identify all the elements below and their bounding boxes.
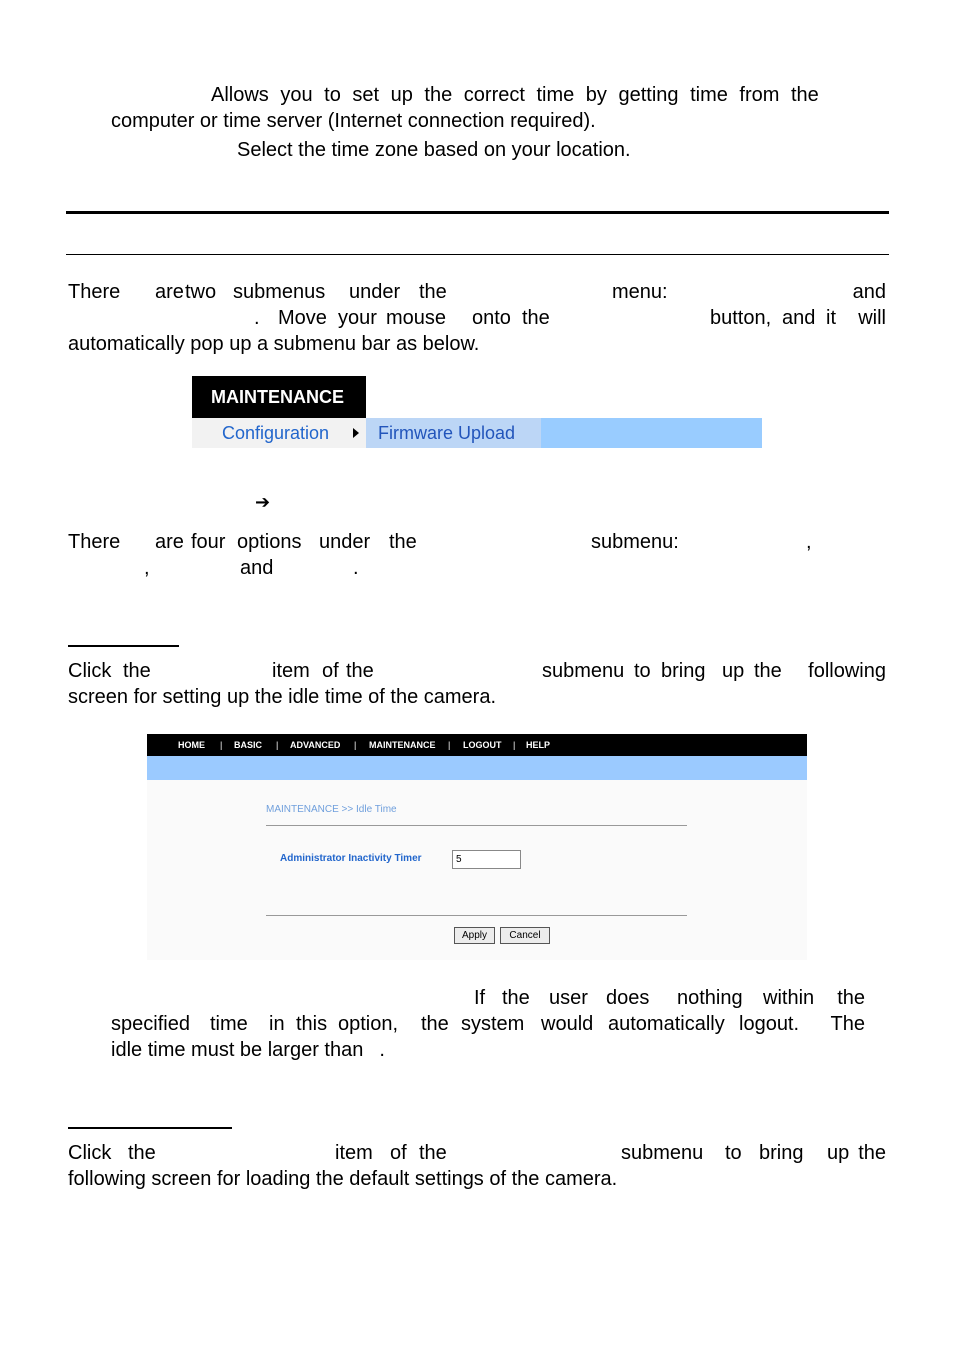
time-sync-desc-line1	[211, 82, 865, 108]
word: submenus	[233, 281, 326, 303]
nav-home[interactable]: HOME	[178, 740, 205, 750]
nav-separator: |	[220, 740, 223, 750]
word: it	[826, 307, 836, 329]
word: mouse	[386, 307, 447, 329]
word: .	[254, 307, 260, 329]
word: to	[725, 1142, 742, 1164]
word: onto	[472, 307, 511, 329]
default-settings-heading-underline	[68, 1127, 232, 1129]
word: button,	[710, 307, 772, 329]
word: option,	[338, 1013, 399, 1035]
word: automatically	[608, 1013, 725, 1035]
word: will	[858, 307, 886, 329]
word: up	[722, 660, 745, 682]
word: the	[858, 1142, 886, 1164]
word: The	[830, 1013, 865, 1035]
word: the	[389, 531, 417, 553]
word: the	[522, 307, 550, 329]
word: the	[421, 1013, 449, 1035]
word: the	[837, 987, 865, 1009]
word: within	[763, 987, 815, 1009]
intro-line3: automatically pop up a submenu bar as below.	[68, 333, 480, 355]
word: specified	[111, 1013, 190, 1035]
word: your	[338, 307, 377, 329]
word: ,	[144, 557, 150, 579]
word: are	[155, 531, 184, 553]
time-sync-desc-line2: computer or time server (Internet connection required).	[111, 110, 596, 132]
word: to	[634, 660, 651, 682]
word: time	[210, 1013, 248, 1035]
idle-desc-line3	[111, 1037, 385, 1063]
word: bring	[661, 660, 706, 682]
apply-button[interactable]: Apply	[454, 927, 495, 944]
defaults-intro-line2: following screen for loading the default settings of the camera.	[68, 1168, 618, 1190]
word: four	[191, 531, 226, 553]
word: item	[272, 660, 310, 682]
text: Allows you to set up the correct time by getting time from the	[211, 84, 819, 106]
nav-logout[interactable]: LOGOUT	[463, 740, 502, 750]
time-zone-desc: Select the time zone based on your location.	[237, 139, 631, 161]
section-rule-thin	[66, 254, 889, 255]
word: and	[240, 557, 274, 579]
arrow-right-icon: ➔	[255, 492, 271, 513]
divider	[266, 915, 687, 916]
nav-maintenance[interactable]: MAINTENANCE	[369, 740, 436, 750]
word: in	[269, 1013, 285, 1035]
submenu-bar-fill	[541, 418, 762, 448]
word: of	[390, 1142, 407, 1164]
word: options	[237, 531, 302, 553]
word: of	[322, 660, 339, 682]
word: ,	[806, 531, 812, 553]
word: item	[335, 1142, 373, 1164]
idle-time-heading-underline	[68, 645, 179, 647]
nav-help[interactable]: HELP	[526, 740, 551, 750]
top-nav	[147, 734, 807, 756]
inactivity-timer-input[interactable]	[452, 850, 521, 869]
word: There	[68, 281, 121, 303]
word: menu:	[612, 281, 668, 303]
nav-advanced[interactable]: ADVANCED	[290, 740, 341, 750]
header-band	[147, 756, 807, 780]
word: bring	[759, 1142, 804, 1164]
word: nothing	[677, 987, 743, 1009]
nav-basic[interactable]: BASIC	[234, 740, 263, 750]
word: If	[474, 987, 486, 1009]
word: Click	[68, 1142, 112, 1164]
word: up	[827, 1142, 850, 1164]
word: this	[296, 1013, 328, 1035]
word: the	[502, 987, 530, 1009]
word: user	[549, 987, 588, 1009]
nav-separator: |	[513, 740, 516, 750]
word: the	[419, 1142, 447, 1164]
word: does	[606, 987, 650, 1009]
text: idle time must be larger than	[111, 1039, 364, 1061]
breadcrumb: MAINTENANCE >> Idle Time	[266, 804, 397, 815]
word: There	[68, 531, 121, 553]
inactivity-timer-label: Administrator Inactivity Timer	[280, 853, 422, 864]
maintenance-submenu-screenshot	[192, 376, 762, 448]
word: following	[808, 660, 886, 682]
word: .	[353, 557, 359, 579]
word: and	[782, 307, 816, 329]
word: under	[349, 281, 401, 303]
word: Move	[278, 307, 327, 329]
nav-separator: |	[354, 740, 357, 750]
word: the	[346, 660, 374, 682]
period: .	[379, 1039, 385, 1061]
word: under	[319, 531, 371, 553]
divider	[266, 825, 687, 826]
section-rule-thick	[66, 211, 889, 214]
word: the	[123, 660, 151, 682]
word: system	[461, 1013, 525, 1035]
nav-separator: |	[448, 740, 451, 750]
word: two	[185, 281, 217, 303]
nav-separator: |	[276, 740, 279, 750]
cancel-button[interactable]: Cancel	[500, 927, 550, 944]
word: and	[852, 281, 886, 303]
word: are	[155, 281, 184, 303]
word: submenu	[542, 660, 625, 682]
word: Click	[68, 660, 112, 682]
menu-maintenance[interactable]: MAINTENANCE	[192, 376, 366, 418]
submenu-item-firmware-upload[interactable]: Firmware Upload	[366, 418, 541, 448]
word: the	[754, 660, 782, 682]
word: submenu:	[591, 531, 679, 553]
word: the	[419, 281, 447, 303]
submenu-item-configuration[interactable]: Configuration	[192, 418, 366, 448]
word: submenu	[621, 1142, 704, 1164]
triangle-right-icon	[353, 428, 359, 438]
word: would	[541, 1013, 594, 1035]
word: the	[128, 1142, 156, 1164]
idle-time-screenshot	[147, 734, 807, 960]
idle-intro-line2: screen for setting up the idle time of the camera.	[68, 686, 496, 708]
word: logout.	[739, 1013, 800, 1035]
